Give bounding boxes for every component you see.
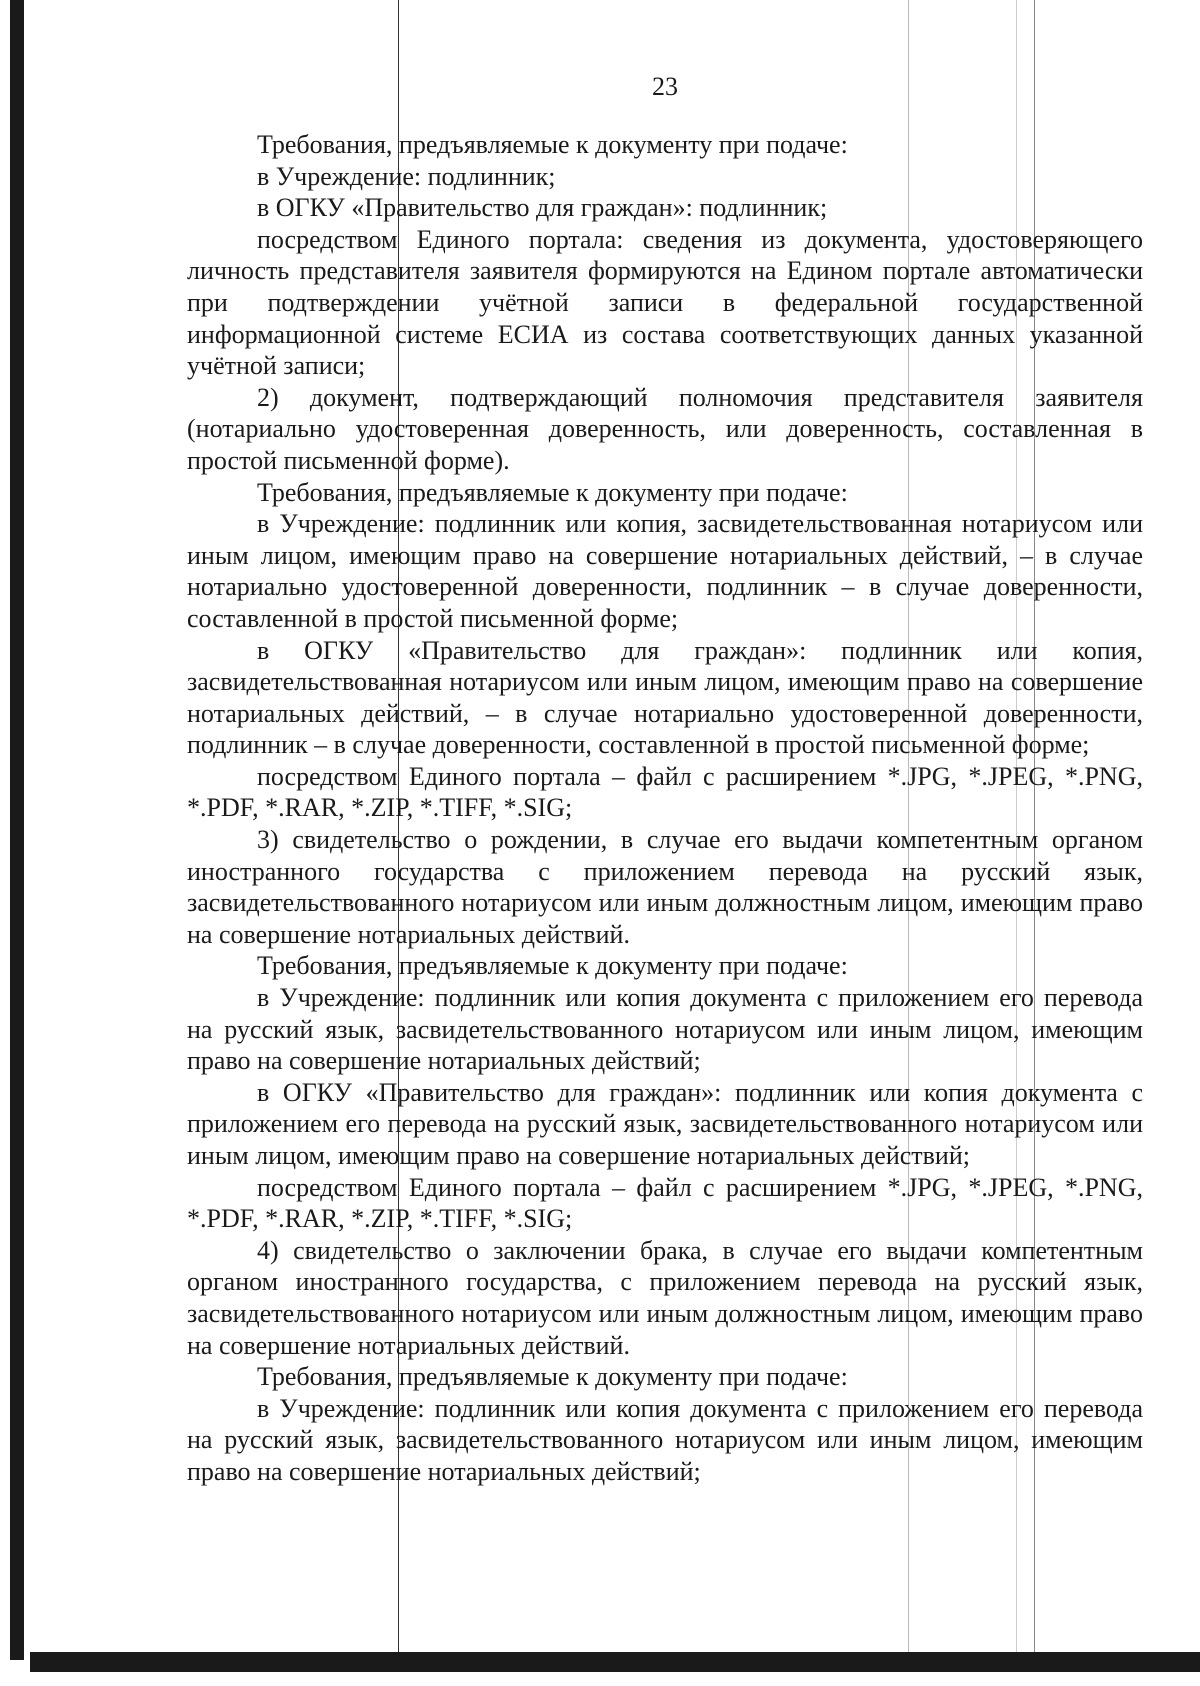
- paragraph: в ОГКУ «Правительство для граждан»: подлинник;: [257, 193, 828, 223]
- paragraph: 3) свидетельство о рождении, в случае его выдачи компетентным органом иностранного государства с приложением перевода на русский язык, засвидетельствованного нотариусом или иным должностным лицом, имеющим право на совершение нотариальных действий.: [187, 825, 1143, 949]
- paragraph: 2) документ, подтверждающий полномочия представителя заявителя (нотариально удостоверенная доверенность, или доверенность, составленная в простой письменной форме).: [187, 382, 1143, 475]
- paragraph: Требования, предъявляемые к документу при подаче:: [257, 951, 848, 981]
- paragraph: посредством Единого портала – файл с расширением *.JPG, *.JPEG, *.PNG, *.PDF, *.RAR, *.ZIP, *.TIFF, *.SIG;: [187, 761, 1143, 823]
- paragraph: в Учреждение: подлинник или копия документа с приложением его перевода на русский язык, засвидетельствованного нотариусом или иным лицом, имеющим право на совершение нотариальных действий;: [187, 1393, 1143, 1486]
- paragraph: в Учреждение: подлинник или копия, засвидетельствованная нотариусом или иным лицом, имеющим право на совершение нотариальных действий, – в случае нотариально удостоверенной доверенности, подлинник – в случае доверенности, составленной в простой письменной форме;: [187, 509, 1143, 633]
- paragraph: в ОГКУ «Правительство для граждан»: подлинник или копия, засвидетельствованная нотариусом или иным лицом, имеющим право на совершение нотариальных действий, – в случае нотариально удостоверенной доверенности, подлинник – в случае доверенности, составленной в простой письменной форме;: [187, 635, 1143, 760]
- paragraph: в Учреждение: подлинник;: [257, 161, 556, 191]
- page-number: 23: [652, 72, 678, 101]
- paragraph: в ОГКУ «Правительство для граждан»: подлинник или копия документа с приложением его перевода на русский язык, засвидетельствованного нотариусом или иным лицом, имеющим право на совершение нотариальных действий;: [187, 1077, 1143, 1170]
- paragraph: посредством Единого портала – файл с расширением *.JPG, *.JPEG, *.PNG, *.PDF, *.RAR, *.ZIP, *.TIFF, *.SIG;: [187, 1172, 1143, 1234]
- paragraph: 4) свидетельство о заключении брака, в случае его выдачи компетентным органом иностранного государства, с приложением перевода на русский язык, засвидетельствованного нотариусом или иным должностным лицом, имеющим право на совершение нотариальных действий.: [187, 1235, 1143, 1360]
- scan-edge-shadow: [10, 0, 24, 1660]
- paragraph: в Учреждение: подлинник или копия документа с приложением его перевода на русский язык, засвидетельствованного нотариусом или иным лицом, имеющим право на совершение нотариальных действий;: [187, 983, 1143, 1076]
- scan-bottom-edge: [30, 1652, 1200, 1672]
- paragraph: Требования, предъявляемые к документу при подаче:: [257, 1362, 848, 1392]
- paragraph: Требования, предъявляемые к документу при подаче:: [257, 477, 848, 507]
- paragraph: Требования, предъявляемые к документу при подаче:: [257, 130, 848, 159]
- paragraph: посредством Единого портала: сведения из документа, удостоверяющего личность представителя заявителя формируются на Едином портале автоматически при подтверждении учётной записи в федеральной государственной информационной системе ЕСИА из состава соответствующих данных указанной учётной записи;: [187, 224, 1143, 381]
- document-body: [187, 129, 1143, 1488]
